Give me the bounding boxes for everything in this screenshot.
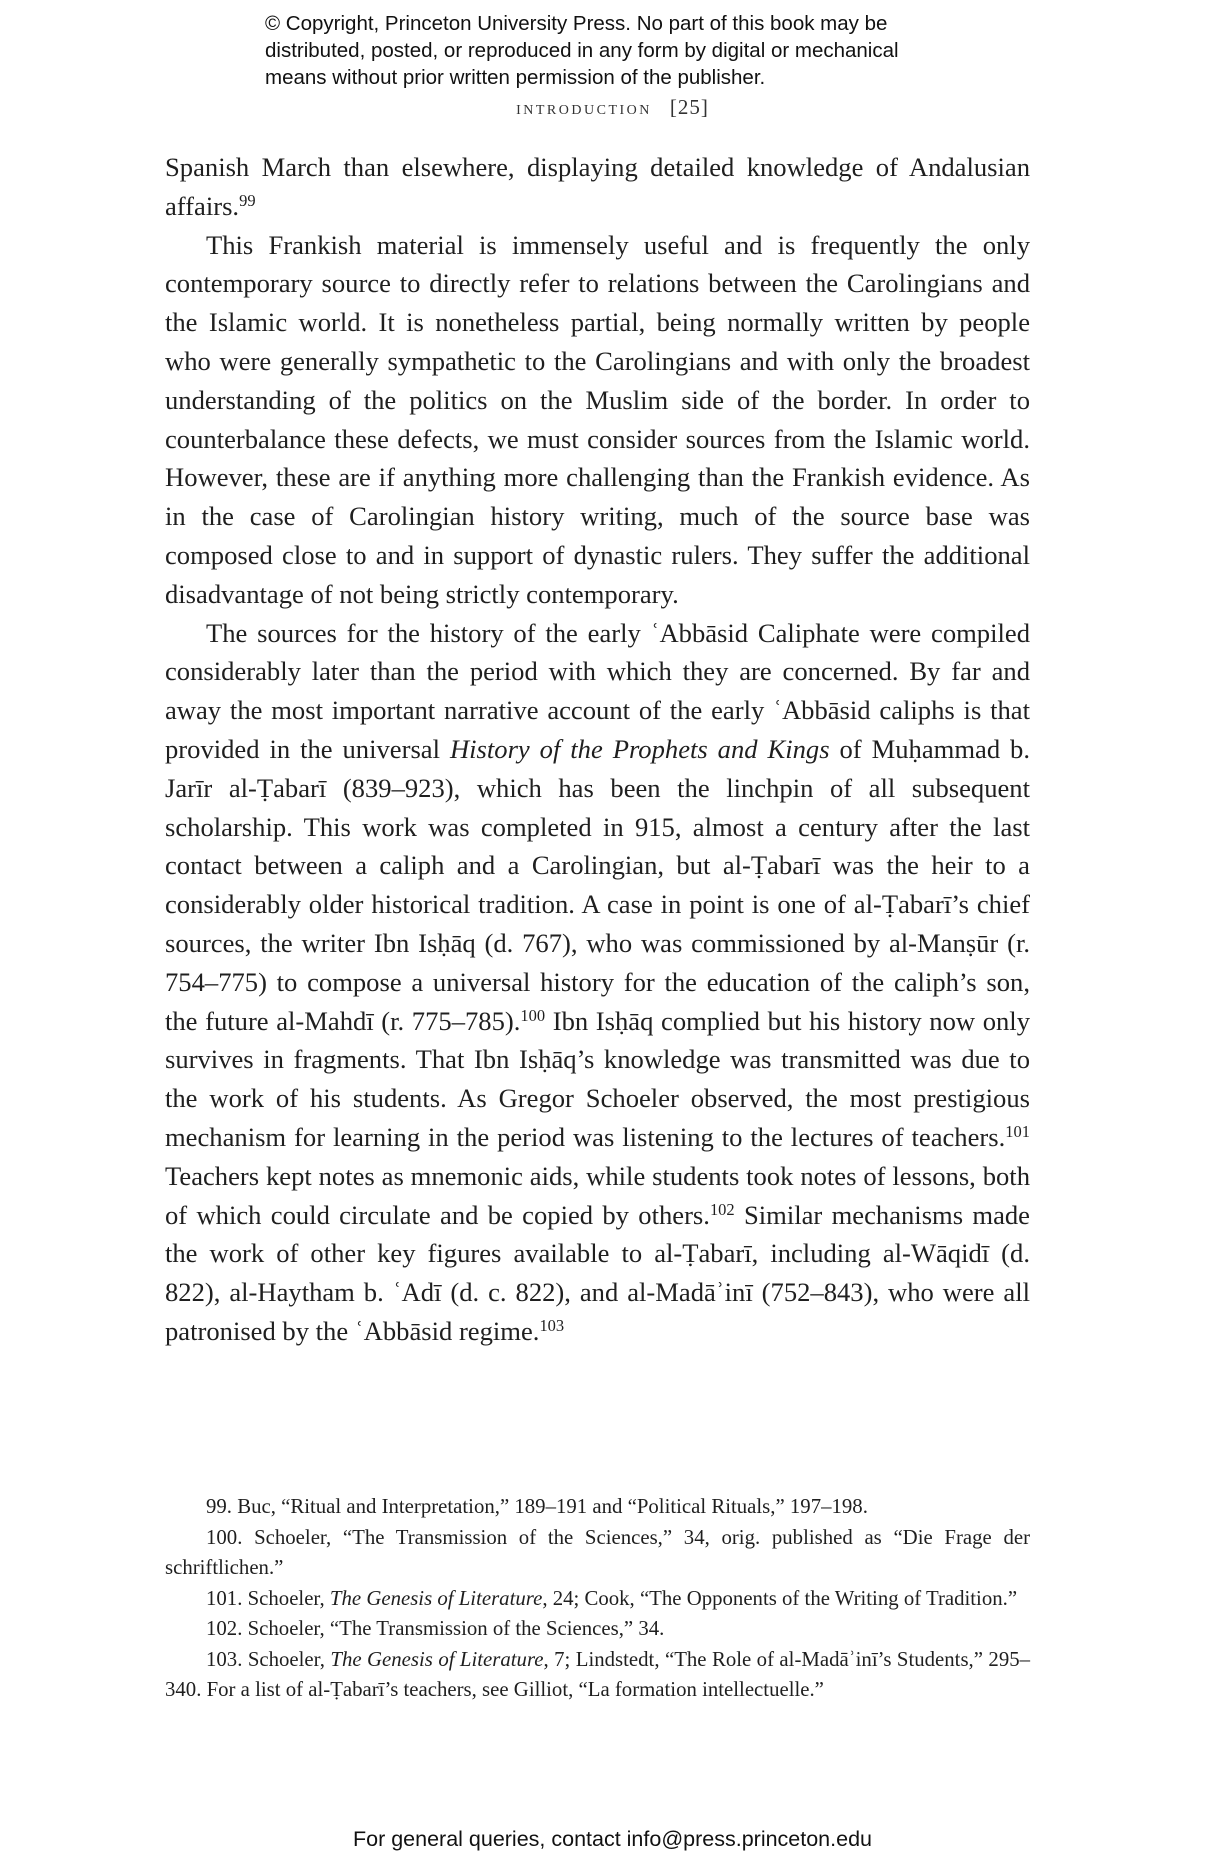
paragraph-text: Similar mechanisms made the work of other key figures available to al-Ṭabarī, including al-Wāqidī (d. 822), al-Haytham b. ʿAdī (d. c. 822), and al-Madāʾinī (752–843), who were all patronised by the ʿAbbāsid regime.: [165, 1199, 1030, 1346]
book-title: History of the Prophets and Kings: [449, 733, 830, 764]
footnote-text: 101. Schoeler,: [206, 1586, 330, 1610]
footnote-ref[interactable]: 103: [539, 1315, 565, 1335]
paragraph: This Frankish material is immensely useful and is frequently the only contemporary source to directly refer to relations between the Carolingians and the Islamic world. It is nonetheless partial, being normally written by people who were generally sympathetic to the Carolingians and with only the broadest understanding of the politics on the Muslim side of the border. In order to counterbalance these defects, we must consider sources from the Islamic world. However, these are if anything more challenging than the Frankish evidence. As in the case of Carolingian history writing, much of the source base was composed close to and in support of dynastic rulers. They suffer the additional disadvantage of not being strictly contemporary.: [165, 229, 1030, 609]
running-head: [0, 95, 1225, 120]
footnote-ref[interactable]: 102: [709, 1199, 735, 1219]
footnote: 102. Schoeler, “The Transmission of the Sciences,” 34.: [206, 1617, 665, 1640]
footnote: 99. Buc, “Ritual and Interpretation,” 189–191 and “Political Rituals,” 197–198.: [206, 1495, 868, 1518]
footnote: [165, 1645, 1030, 1706]
body-text: [165, 148, 1030, 1351]
paragraph-text: Teachers kept notes as mnemonic aids, while students took notes of lessons, both of which could circulate and be copied by others.: [165, 1160, 1030, 1230]
copyright-line: means without prior written permission of the publisher.: [265, 66, 766, 89]
paragraph-text: The sources for the history of the early ʿAbbāsid Caliphate were compiled considerably later than the period with which they are concerned. By far and away the most important narrative account of the early ʿAbbāsid caliphs is that provided in the universal: [165, 617, 1030, 764]
paragraph-text: Spanish March than elsewhere, displaying detailed knowledge of Andalusian affairs.: [165, 152, 1030, 221]
copyright-notice: [265, 10, 1025, 91]
running-head-title: introduction: [516, 97, 652, 119]
footnote-ref[interactable]: 99: [239, 190, 256, 210]
footnote: [165, 1584, 1030, 1615]
book-title: The Genesis of Literature: [329, 1586, 543, 1610]
copyright-line: © Copyright, Princeton University Press. No part of this book may be: [265, 12, 888, 35]
footnote-text: , 7; Lindstedt, “The Role of al-Madāʾinī’s Students,” 295–340. For a list of al-Ṭabarī’s teachers, see Gilliot, “La formation intellectuelle.”: [165, 1647, 1031, 1701]
paragraph: [165, 148, 1030, 226]
footnote-ref[interactable]: 101: [1005, 1121, 1030, 1141]
footnote-text: , 24; Cook, “The Opponents of the Writing of Tradition.”: [542, 1586, 1018, 1610]
paragraph-text: of Muḥammad b. Jarīr al-Ṭabarī (839–923), which has been the linchpin of all subsequent scholarship. This work was completed in 915, almost a century after the last contact between a caliph and a Carolingian, but al-Ṭabarī was the heir to a considerably older historical tradition. A case in point is one of al-Ṭabarī’s chief sources, the writer Ibn Isḥāq (d. 767), who was commissioned by al-Manṣūr (r. 754–775) to compose a universal history for the education of the caliph’s son, the future al-Mahdī (r. 775–785).: [165, 733, 1030, 1036]
paragraph: [165, 614, 1030, 1351]
paragraph-text: Ibn Isḥāq complied but his history now only survives in fragments. That Ibn Isḥāq’s knowledge was transmitted was due to the work of his students. As Gregor Schoeler observed, the most prestigious mechanism for learning in the period was listening to the lectures of teachers.: [165, 1005, 1030, 1152]
copyright-line: distributed, posted, or reproduced in any form by digital or mechanical: [265, 39, 899, 62]
footnotes: [165, 1492, 1030, 1706]
footnote-ref[interactable]: 100: [520, 1005, 546, 1025]
page-number: [25]: [669, 95, 709, 119]
footnote: 100. Schoeler, “The Transmission of the Sciences,” 34, orig. published as “Die Frage der schriftlichen.”: [165, 1525, 1030, 1579]
book-title: The Genesis of Literature: [330, 1647, 544, 1671]
footnote-text: 103. Schoeler,: [206, 1647, 331, 1671]
contact-footer: For general queries, contact info@press.princeton.edu: [352, 1827, 872, 1851]
